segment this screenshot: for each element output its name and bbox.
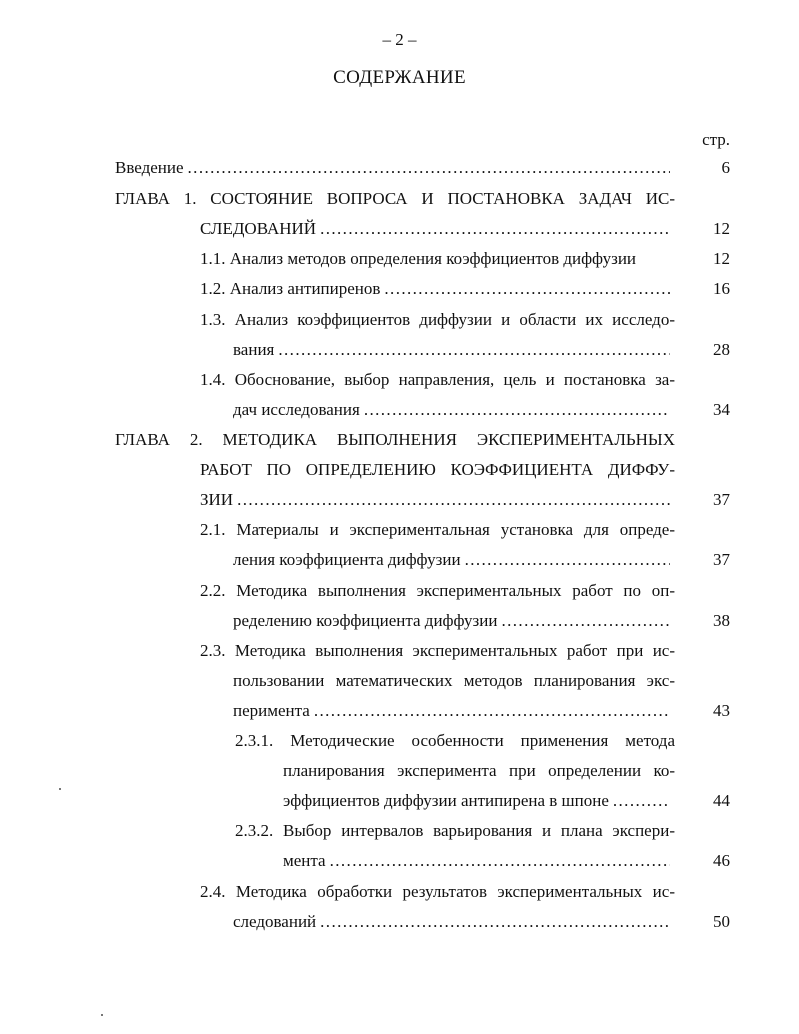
- toc-entry-page: 28: [713, 340, 730, 359]
- toc-entry-text: РАБОТ ПО ОПРЕДЕЛЕНИЮ КОЭФФИЦИЕНТА ДИФФУ-: [200, 460, 675, 479]
- toc-title: СОДЕРЖАНИЕ: [333, 67, 466, 88]
- toc-entry-page: 46: [713, 851, 730, 870]
- toc-entry-text: ления коэффициента диффузии: [233, 550, 461, 569]
- toc-entry-text: ЗИИ: [200, 490, 234, 509]
- page-number: – 2 –: [382, 30, 417, 49]
- toc-entry-page: 34: [713, 400, 730, 419]
- toc-entry-text: 2.1. Материалы и экспериментальная установка для опреде-: [200, 520, 675, 539]
- toc-entry-text: дач исследования: [233, 400, 360, 419]
- toc-entry-page: 16: [713, 279, 730, 298]
- toc-entry-page: 50: [713, 912, 730, 931]
- toc-entry-text: 2.4. Методика обработки результатов экспериментальных ис-: [200, 882, 675, 901]
- toc-entry-page: 12: [713, 219, 730, 238]
- toc-entry-text: 2.3.1. Методические особенности применения метода: [235, 731, 675, 750]
- toc-entry-text: вания: [233, 340, 275, 359]
- toc-entry-text: 2.3. Методика выполнения экспериментальных работ при ис-: [200, 641, 675, 660]
- toc-entry-text: пользовании математических методов планирования экс-: [233, 671, 675, 690]
- scan-speck: [101, 1014, 103, 1016]
- toc-entry-text: ределению коэффициента диффузии: [233, 611, 498, 630]
- toc-entry-page: 38: [713, 611, 730, 630]
- toc-entry-text: эффициентов диффузии антипирена в шпоне: [283, 791, 609, 810]
- scan-speck: [59, 788, 61, 790]
- toc-entry-text: СЛЕДОВАНИЙ: [200, 219, 317, 238]
- toc-entry-text: планирования эксперимента при определении ко-: [283, 761, 675, 780]
- toc-entry-text: перимента: [233, 701, 310, 720]
- toc-entry-page: 37: [713, 550, 730, 569]
- toc-entry-text: 1.3. Анализ коэффициентов диффузии и области их исследо-: [200, 310, 675, 329]
- toc-entry-page: 44: [713, 791, 730, 810]
- toc-entry-text: 1.1. Анализ методов определения коэффициентов диффузии: [200, 249, 637, 268]
- toc-entry-text: следований: [233, 912, 317, 931]
- toc-entry-text: 2.3.2. Выбор интервалов варьирования и плана экспери-: [235, 821, 675, 840]
- toc-entry-page: 6: [721, 158, 730, 177]
- toc-entry-text: 2.2. Методика выполнения экспериментальных работ по оп-: [200, 581, 675, 600]
- toc-entry-text: ГЛАВА 2. МЕТОДИКА ВЫПОЛНЕНИЯ ЭКСПЕРИМЕНТАЛЬНЫХ: [115, 430, 675, 449]
- toc-entry-text: мента: [283, 851, 326, 870]
- toc-entry-page: 43: [713, 701, 730, 720]
- pages-column-header: стр.: [702, 130, 730, 149]
- toc-entry-text: 1.2. Анализ антипиренов: [200, 279, 381, 298]
- toc-entry-text: Введение: [115, 158, 184, 177]
- toc-entry-page: 37: [713, 490, 730, 509]
- toc-entry-page: 12: [713, 249, 730, 268]
- toc-entry-text: 1.4. Обоснование, выбор направления, цель и постановка за-: [200, 370, 675, 389]
- toc-entry-text: ГЛАВА 1. СОСТОЯНИЕ ВОПРОСА И ПОСТАНОВКА ЗАДАЧ ИС-: [115, 189, 675, 208]
